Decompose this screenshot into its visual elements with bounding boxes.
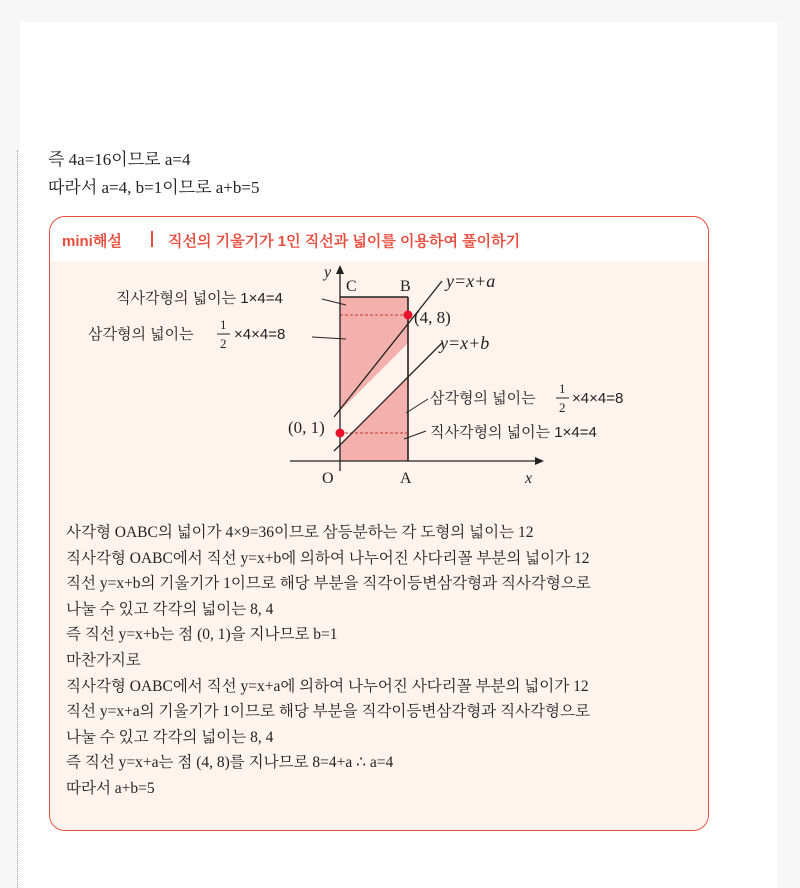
box-title: 직선의 기울기가 1인 직선과 넓이를 이용하여 풀이하기 bbox=[168, 233, 521, 250]
intro-line-2: 따라서 a=4, b=1이므로 a+b=5 bbox=[48, 178, 260, 197]
explanation-line: 즉 직선 y=x+b는 점 (0, 1)을 지나므로 b=1 bbox=[66, 626, 338, 644]
frac-bottom-den: 2 bbox=[559, 400, 566, 415]
intro-line-1: 즉 4a=16이므로 a=4 bbox=[48, 150, 191, 169]
line-upper-label: y=x+a bbox=[446, 271, 496, 291]
intro-text bbox=[48, 146, 259, 202]
explanation-line: 사각형 OABC의 넓이가 4×9=36이므로 삼등분하는 각 도형의 넓이는 12 bbox=[66, 524, 534, 541]
label-rect-bottom: 직사각형의 넓이는 1×4=4 bbox=[430, 424, 597, 441]
explanation-line: 따라서 a+b=5 bbox=[66, 779, 155, 797]
point-c-label: C bbox=[346, 278, 357, 295]
frac-top-den: 2 bbox=[220, 336, 227, 351]
point-a-label: A bbox=[400, 470, 412, 487]
axis-y-label: y bbox=[324, 264, 332, 281]
explanation-line: 나눌 수 있고 각각의 넓이는 8, 4 bbox=[66, 728, 274, 746]
label-rect-top: 직사각형의 넓이는 1×4=4 bbox=[116, 290, 283, 307]
point-0-1 bbox=[336, 429, 345, 438]
explanation-line: 마찬가지로 bbox=[66, 651, 141, 669]
explanation-line: 나눌 수 있고 각각의 넓이는 8, 4 bbox=[66, 600, 274, 618]
box-tag: mini해설 bbox=[62, 233, 122, 250]
x-axis-arrow bbox=[535, 457, 544, 465]
line-lower-label: y=x+b bbox=[440, 333, 490, 353]
explanation-text bbox=[66, 520, 591, 802]
frac-top-num: 1 bbox=[220, 317, 227, 332]
mini-explanation-box bbox=[49, 216, 709, 831]
axis-x-label: x bbox=[525, 470, 533, 487]
y-axis-arrow bbox=[336, 265, 344, 274]
explanation-line: 즉 직선 y=x+a는 점 (4, 8)를 지나므로 8=4+a ∴ a=4 bbox=[66, 754, 394, 772]
label-tri-top-suffix: ×4×4=8 bbox=[234, 326, 286, 343]
explanation-line: 직선 y=x+b의 기울기가 1이므로 해당 부분을 직각이등변삼각형과 직사각형으로 bbox=[66, 575, 591, 593]
label-tri-bottom-prefix: 삼각형의 넓이는 bbox=[430, 390, 536, 407]
explanation-line: 직사각형 OABC에서 직선 y=x+a에 의하여 나누어진 사다리꼴 부분의 넓이가 12 bbox=[66, 677, 589, 695]
explanation-line: 직사각형 OABC에서 직선 y=x+b에 의하여 나누어진 사다리꼴 부분의 넓이가 12 bbox=[66, 549, 590, 567]
point-0-1-label: (0, 1) bbox=[288, 418, 325, 437]
label-tri-bottom-suffix: ×4×4=8 bbox=[572, 390, 624, 407]
box-body bbox=[50, 261, 708, 830]
origin-label: O bbox=[322, 470, 334, 487]
explanation-line: 직선 y=x+a의 기울기가 1이므로 해당 부분을 직각이등변삼각형과 직사각형으로 bbox=[66, 703, 590, 721]
graph-diagram bbox=[50, 261, 710, 519]
header-separator bbox=[151, 231, 153, 247]
margin-rule bbox=[17, 150, 18, 888]
box-header bbox=[50, 217, 708, 262]
point-4-8 bbox=[404, 311, 413, 320]
point-4-8-label: (4, 8) bbox=[414, 308, 451, 327]
point-b-label: B bbox=[400, 278, 411, 295]
label-tri-top-prefix: 삼각형의 넓이는 bbox=[88, 326, 194, 343]
leader-tri-bottom bbox=[406, 399, 428, 413]
frac-bottom-num: 1 bbox=[559, 381, 566, 396]
